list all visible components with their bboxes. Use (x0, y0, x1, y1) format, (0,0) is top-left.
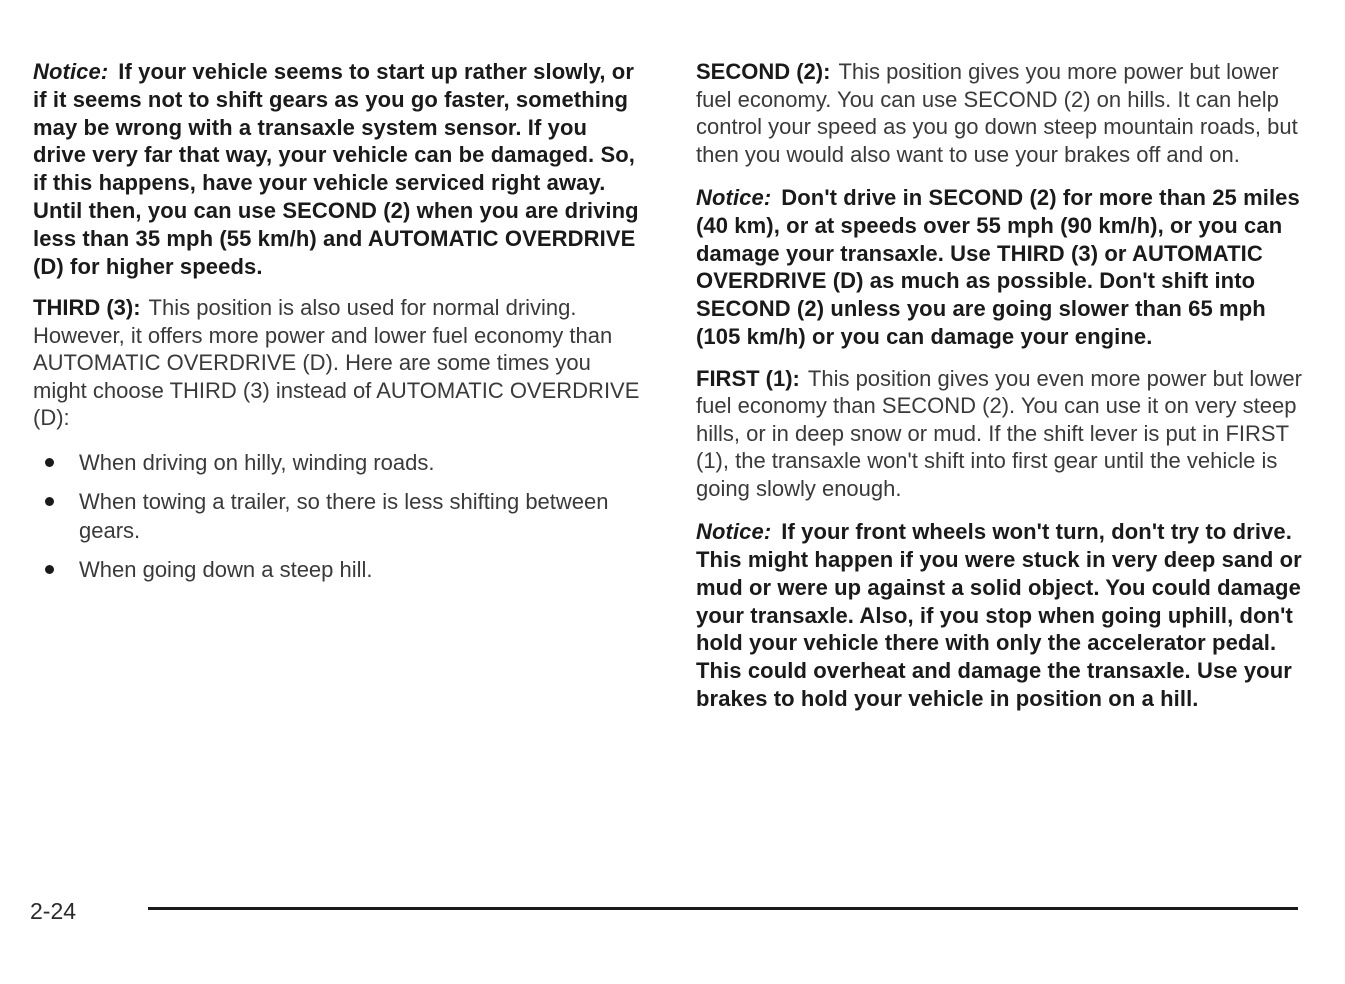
list-item: When going down a steep hill. (33, 555, 645, 584)
second-heading: SECOND (2): (696, 59, 831, 84)
notice-text: Don't drive in SECOND (2) for more than 25 miles (40 km), or at speeds over 55 mph (90 km/h), or you can damage your transaxle. Use THIRD (3) or AUTOMATIC OVERDRIVE (D) as much as possible. Don't shift into SECOND (2) unless you are going slower than 65 mph (105 km/h) or you can damage your engine. (696, 185, 1300, 349)
notice-text: If your vehicle seems to start up rather slowly, or if it seems not to shift gears as you go faster, something may be wrong with a transaxle system sensor. If you drive very far that way, your vehicle can be damaged. So, if this happens, have your vehicle serviced right away. Until then, you can use SECOND (2) when you are driving less than 35 mph (55 km/h) and AUTOMATIC OVERDRIVE (D) for higher speeds. (33, 59, 639, 279)
third-gear-bullets (33, 448, 645, 584)
notice-label: Notice: (33, 59, 109, 84)
notice-text: If your front wheels won't turn, don't try to drive. This might happen if you were stuck in very deep sand or mud or were up against a solid object. You could damage your transaxle. Also, if you stop when going uphill, don't hold your vehicle there with only the accelerator pedal. This could overheat and damage the transaxle. Use your brakes to hold your vehicle in position on a hill. (696, 519, 1302, 712)
notice-label: Notice: (696, 185, 772, 210)
bullet-icon (45, 497, 54, 506)
third-heading: THIRD (3): (33, 295, 141, 321)
left-column (33, 58, 645, 594)
footer-rule (148, 907, 1298, 910)
notice-transaxle-sensor (33, 58, 645, 280)
third-gear-section (33, 294, 645, 432)
list-item: When towing a trailer, so there is less shifting between gears. (33, 487, 645, 545)
first-text: This position gives you even more power but lower fuel economy than SECOND (2). You can use it on very steep hills, or in deep snow or mud. If the shift lever is put in FIRST (1), the transaxle won't shift into first gear until the vehicle is going slowly enough. (696, 365, 1302, 501)
notice-label: Notice: (696, 519, 772, 545)
list-item: When driving on hilly, winding roads. (33, 448, 645, 477)
right-column (696, 58, 1306, 727)
notice-stuck-wheels (696, 518, 1306, 713)
first-gear-section (696, 365, 1306, 503)
second-gear-section (696, 58, 1306, 168)
second-text: This position gives you more power but lower fuel economy. You can use SECOND (2) on hills. It can help control your speed as you go down steep mountain roads, but then you would also want to use your brakes off and on. (696, 59, 1298, 167)
page-number: 2-24 (30, 898, 77, 924)
first-heading: FIRST (1): (696, 365, 800, 391)
bullet-icon (45, 458, 54, 467)
notice-second-gear (696, 184, 1306, 351)
bullet-icon (45, 565, 54, 574)
third-text: This position is also used for normal driving. However, it offers more power and lower fuel economy than AUTOMATIC OVERDRIVE (D). Here are some times you might choose THIRD (3) instead of AUTOMATIC OVERDRIVE (D): (33, 295, 640, 431)
